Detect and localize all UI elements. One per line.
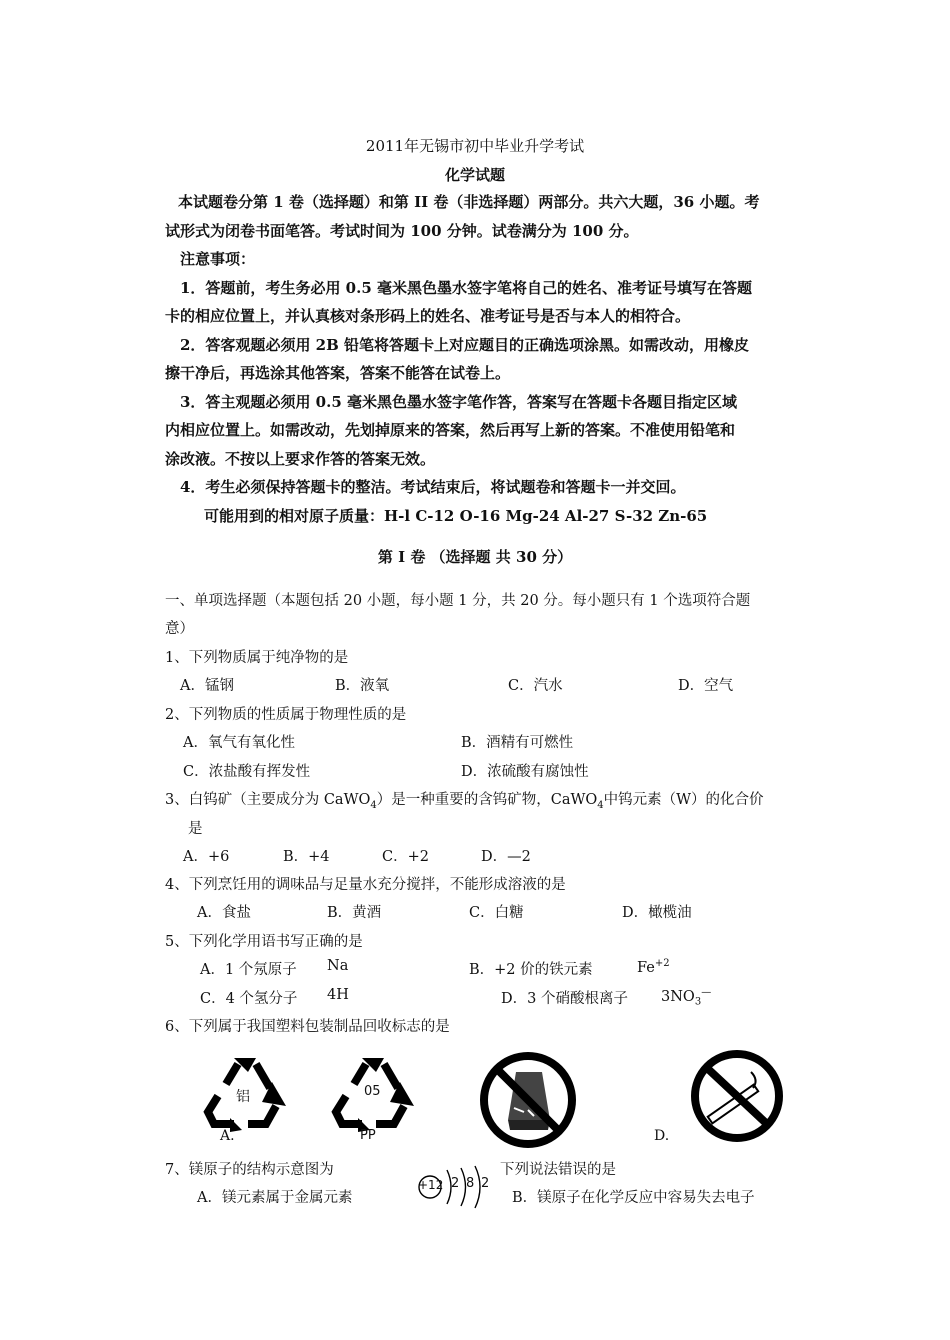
q5-option-b-symbol: Fe <box>637 959 655 976</box>
notice-item-2-line-1: 2．答客观题必须用 2B 铅笔将答题卡上对应题目的正确选项涂黑。如需改动，用橡皮 <box>180 336 750 354</box>
intro-line-2: 试形式为闭卷书面笔答。考试时间为 100 分钟。试卷满分为 100 分。 <box>165 222 639 240</box>
q1-option-a: A．锰钢 <box>180 678 234 694</box>
q5-option-a-value: Na <box>327 958 349 974</box>
q3-option-c: C．+2 <box>382 849 429 865</box>
q7-option-b: B．镁原子在化学反应中容易失去电子 <box>512 1190 755 1206</box>
notice-item-2-line-2: 擦干净后，再选涂其他答案，答案不能答在试卷上。 <box>165 364 511 382</box>
q3-subscript-1: 4 <box>370 799 377 811</box>
q3-subscript-2: 4 <box>597 799 604 811</box>
q1-option-c: C．汽水 <box>508 678 563 694</box>
q4-option-d: D．橄榄油 <box>622 905 692 921</box>
q5-option-d: D．3 个硝酸根离子 <box>501 991 628 1007</box>
q5-option-a: A．1 个氖原子 <box>200 962 297 978</box>
q2-option-b: B．酒精有可燃性 <box>461 735 574 751</box>
no-smoking-icon <box>689 1050 789 1142</box>
shell-3-electrons: 2 <box>481 1176 490 1191</box>
q4-option-c: C．白糖 <box>469 905 524 921</box>
q2-option-a: A．氧气有氧化性 <box>183 735 295 751</box>
q1-stem: 1、下列物质属于纯净物的是 <box>165 650 349 666</box>
q1-option-d: D．空气 <box>678 678 734 694</box>
no-glass-icon <box>478 1050 578 1150</box>
section-1-instruction-cont: 意） <box>165 621 194 637</box>
atomic-masses: 可能用到的相对原子质量：H-l C-12 O-16 Mg-24 Al-27 S-32 Zn-65 <box>204 507 708 525</box>
notice-item-1-line-2: 卡的相应位置上，并认真核对条形码上的姓名、准考证号是否与本人的相符合。 <box>165 307 691 325</box>
q3-stem-cont: 是 <box>188 821 203 837</box>
q5-option-d-charge: — <box>701 987 712 998</box>
q7-stem-left: 7、镁原子的结构示意图为 <box>165 1162 334 1178</box>
q4-option-b: B．黄酒 <box>327 905 382 921</box>
section-1-title: 第 I 卷 （选择题 共 30 分） <box>377 548 573 566</box>
q6-label-d: D. <box>654 1128 670 1144</box>
magnesium-atom-diagram <box>415 1158 500 1218</box>
q7-stem-right: 下列说法错误的是 <box>500 1162 616 1178</box>
shell-2-electrons: 8 <box>466 1176 475 1191</box>
q3-option-a: A．+6 <box>183 849 230 865</box>
q1-option-b: B．液氧 <box>335 678 390 694</box>
recycle-aluminum-icon <box>200 1050 292 1132</box>
nucleus-charge: +12 <box>418 1178 444 1192</box>
q5-option-d-formula: 3NO <box>661 988 695 1005</box>
section-1-instruction: 一、单项选择题（本题包括 20 小题，每小题 1 分，共 20 分。每小题只有 1 个选项符合题 <box>165 593 751 609</box>
q4-stem: 4、下列烹饪用的调味品与足量水充分搅拌，不能形成溶液的是 <box>165 877 566 893</box>
q5-stem: 5、下列化学用语书写正确的是 <box>165 934 363 950</box>
notice-item-4-line-1: 4．考生必须保持答题卡的整洁。考试结束后，将试题卷和答题卡一并交回。 <box>180 478 686 496</box>
notice-heading: 注意事项： <box>180 250 256 268</box>
q5-option-b: B．+2 价的铁元素 <box>469 962 593 978</box>
q5-option-c-value: 4H <box>327 987 349 1003</box>
q3-option-d: D．—2 <box>481 849 531 865</box>
q3-stem-part-1: 3、白钨矿（主要成分为 CaWO <box>165 792 371 808</box>
q6-stem: 6、下列属于我国塑料包装制品回收标志的是 <box>165 1019 450 1035</box>
exam-subtitle: 化学试题 <box>444 166 505 184</box>
shell-1-electrons: 2 <box>451 1176 460 1191</box>
q2-option-d: D．浓硫酸有腐蚀性 <box>461 764 589 780</box>
notice-item-3-line-1: 3．答主观题必须用 0.5 毫米黑色墨水签字笔作答，答案写在答题卡各题目指定区域 <box>180 393 737 411</box>
q5-option-b-valence: +2 <box>654 958 670 969</box>
recycle-aluminum-text: 铝 <box>236 1089 250 1105</box>
notice-item-3-line-2: 内相应位置上。如需改动，先划掉原来的答案，然后再写上新的答案。不准使用铅笔和 <box>165 421 736 439</box>
q7-option-a: A．镁元素属于金属元素 <box>197 1190 353 1206</box>
q3-stem <box>165 788 764 811</box>
q5-option-b-value <box>637 958 670 976</box>
q4-option-a: A．食盐 <box>197 905 251 921</box>
notice-item-1-line-1: 1．答题前，考生务必用 0.5 毫米黑色墨水签字笔将自己的姓名、准考证号填写在答题 <box>180 279 752 297</box>
recycle-pp-text: 05 <box>364 1084 381 1099</box>
q6-label-a: A. <box>220 1128 235 1144</box>
intro-line-1: 本试题卷分第 1 卷（选择题）和第 II 卷（非选择题）两部分。共六大题，36 小题。考 <box>178 193 760 211</box>
q6-label-b: PP <box>360 1128 376 1143</box>
q2-option-c: C．浓盐酸有挥发性 <box>183 764 311 780</box>
q3-stem-part-2: ）是一种重要的含钨矿物，CaWO <box>376 792 598 808</box>
q5-option-d-value <box>661 987 711 1008</box>
q5-option-d-subscript: 3 <box>694 996 702 1008</box>
recycle-pp-icon <box>328 1050 420 1132</box>
q5-option-c: C．4 个氢分子 <box>200 991 298 1007</box>
q2-stem: 2、下列物质的性质属于物理性质的是 <box>165 707 407 723</box>
q3-option-b: B．+4 <box>283 849 330 865</box>
exam-title: 2011年无锡市初中毕业升学考试 <box>365 137 585 155</box>
q3-stem-part-3: 中钨元素（W）的化合价 <box>603 792 764 808</box>
notice-item-3-line-3: 涂改液。不按以上要求作答的答案无效。 <box>165 450 436 468</box>
